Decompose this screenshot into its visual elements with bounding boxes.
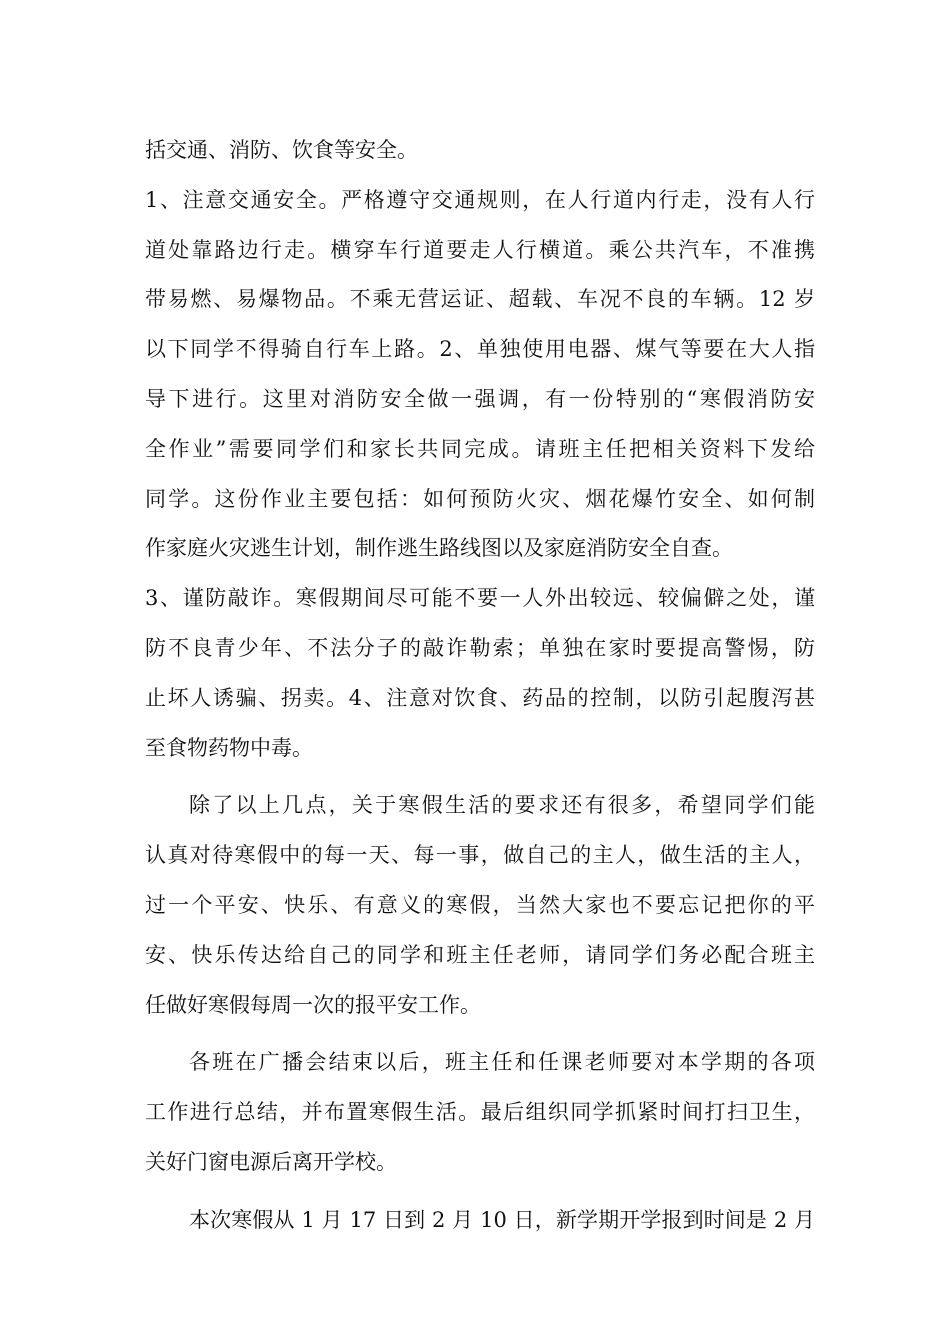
paragraph-first-line: 本次寒假从 1 月 17 日到 2 月 10 日，新学期开学报到时间是 2 月	[189, 1207, 815, 1232]
text-line: 导下进行。这里对消防安全做一强调，有一份特别的“寒假消防安	[145, 386, 815, 411]
paragraph-first-line: 除了以上几点，关于寒假生活的要求还有很多，希望同学们能	[189, 793, 815, 818]
text-line: 同学。这份作业主要包括：如何预防火灾、烟花爆竹安全、如何制	[145, 486, 815, 511]
text-line: 工作进行总结，并布置寒假生活。最后组织同学抓紧时间打扫卫生，	[145, 1100, 815, 1125]
text-line: 3、谨防敲诈。寒假期间尽可能不要一人外出较远、较偏僻之处，谨	[145, 586, 815, 611]
text-line: 止坏人诱骗、拐卖。4、注意对饮食、药品的控制，以防引起腹泻甚	[145, 685, 815, 710]
text-line: 1、注意交通安全。严格遵守交通规则，在人行道内行走，没有人行	[145, 187, 815, 212]
text-line: 全作业”需要同学们和家长共同完成。请班主任把相关资料下发给	[145, 436, 815, 461]
text-line: 安、快乐传达给自己的同学和班主任老师，请同学们务必配合班主	[145, 942, 815, 967]
text-line: 认真对待寒假中的每一天、每一事，做自己的主人，做生活的主人，	[145, 843, 815, 868]
text-line: 任做好寒假每周一次的报平安工作。	[145, 992, 481, 1017]
text-line: 带易燃、易爆物品。不乘无营运证、超载、车况不良的车辆。12 岁	[145, 287, 815, 312]
document-body	[145, 126, 815, 1246]
text-line: 道处靠路边行走。横穿车行道要走人行横道。乘公共汽车，不准携	[145, 237, 815, 262]
text-line: 括交通、消防、饮食等安全。	[145, 138, 418, 162]
text-line: 至食物药物中毒。	[145, 735, 313, 760]
text-line: 关好门窗电源后离开学校。	[145, 1149, 397, 1174]
text-line: 过一个平安、快乐、有意义的寒假，当然大家也不要忘记把你的平	[145, 892, 815, 917]
text-line: 防不良青少年、不法分子的敲诈勒索；单独在家时要提高警惕，防	[145, 635, 815, 660]
text-line: 以下同学不得骑自行车上路。2、单独使用电器、煤气等要在大人指	[145, 337, 815, 362]
text-line: 作家庭火灾逃生计划，制作逃生路线图以及家庭消防安全自查。	[145, 536, 733, 561]
paragraph-first-line: 各班在广播会结束以后，班主任和任课老师要对本学期的各项	[189, 1050, 815, 1075]
